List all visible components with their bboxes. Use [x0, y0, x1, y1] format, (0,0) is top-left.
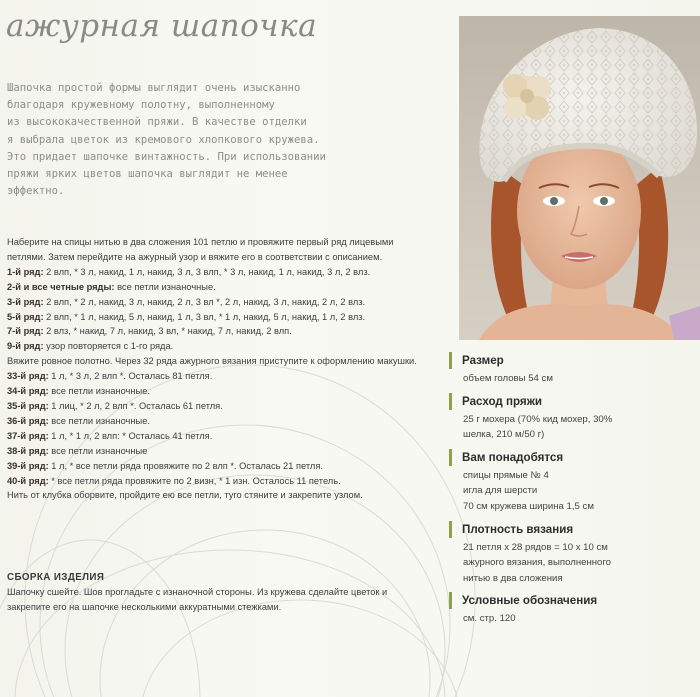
- pattern-row: [7, 459, 427, 474]
- row-label: 38-й ряд:: [7, 445, 49, 456]
- row-label: 36-й ряд:: [7, 415, 49, 426]
- row-text: 2 влп, * 3 л, накид, 1 л, накид, 3 л, 3 влп, * 3 л, накид, 1 л, накид, 3 л, 2 влз.: [43, 266, 371, 277]
- pattern-row: [7, 429, 427, 444]
- pattern-row: [7, 399, 427, 414]
- row-label: 34-й ряд:: [7, 386, 49, 397]
- pattern-row: [7, 339, 427, 354]
- spec-value-line: 70 см кружева ширина 1,5 см: [463, 500, 594, 512]
- row-text: 1 л, * 1 л, 2 влп: * Осталась 41 петля.: [48, 430, 213, 441]
- pattern-row: [7, 310, 427, 325]
- row-label: 37-й ряд:: [7, 430, 49, 441]
- spec-value-line: 25 г мохера (70% кид мохер, 30%: [463, 413, 613, 425]
- spec-value-line: 21 петля х 28 рядов = 10 х 10 см: [463, 541, 608, 553]
- row-label: 33-й ряд:: [7, 371, 49, 382]
- row-text: 2 влз, * накид, 7 л, накид, 3 вл, * накид, 7 л, накид, 2 влп.: [43, 326, 292, 337]
- spec-value: [449, 611, 700, 627]
- assembly-text: Шапочку сшейте. Шов прогладьте с изнаночной стороны. Из кружева сделайте цветок и закрепите его на шапочке несколькими аккуратными стежками.: [7, 587, 388, 612]
- row-text: все петли изнаночные: [48, 445, 148, 456]
- intro-line: я выбрала цветок из кремового хлопкового кружева.: [7, 133, 320, 146]
- row-text: 2 влп, * 2 л, накид, 3 л, накид, 2 л, 3 вл *, 2 л, накид, 3 л, накид, 2 л, 2 влз.: [43, 296, 366, 307]
- row-text: все петли изнаночные.: [48, 415, 150, 426]
- specs-sidebar: [449, 346, 700, 627]
- pattern-row: [7, 474, 427, 489]
- spec-value: [449, 371, 700, 387]
- row-text: Нить от клубка оборвите, пройдите ею все петли, туго стяните и закрепите узлом.: [7, 490, 363, 501]
- pattern-row: [7, 369, 427, 384]
- assembly-section: [7, 570, 427, 615]
- spec-value: [449, 412, 700, 443]
- row-label: 39-й ряд:: [7, 460, 49, 471]
- row-text: Вяжите ровное полотно. Через 32 ряда ажурного вязания приступите к оформлению макушки.: [7, 356, 417, 367]
- row-text: 1 л, * 3 л, 2 влп *. Осталась 81 петля.: [48, 371, 213, 382]
- spec-value-line: см. стр. 120: [463, 613, 516, 625]
- pattern-row: [7, 295, 427, 310]
- spec-heading: Плотность вязания: [449, 521, 700, 538]
- spec-heading: Вам понадобятся: [449, 449, 700, 466]
- row-label: 1-й ряд:: [7, 266, 44, 277]
- intro-line: из высококачественной пряжи. В качестве отделки: [7, 116, 307, 129]
- spec-value-line: объем головы 54 см: [463, 373, 553, 384]
- spec-heading: Размер: [449, 352, 700, 369]
- row-text: узор повторяется с 1-го ряда.: [43, 341, 174, 352]
- spec-value: [449, 468, 700, 515]
- spec-value-line: ажурного вязания, выполненного: [463, 557, 612, 569]
- model-photo: [459, 16, 700, 340]
- intro-line: эффектно.: [7, 185, 65, 198]
- row-label: 3-й ряд:: [7, 296, 44, 307]
- instruction-note: [7, 354, 427, 369]
- row-text: * все петли ряда провяжите по 2 визн, * 1 изн. Осталось 11 петель.: [48, 475, 341, 486]
- pattern-row: [7, 280, 427, 295]
- page-title: ажурная шапочка: [6, 8, 318, 44]
- row-label: 7-й ряд:: [7, 326, 44, 337]
- intro-line: благодаря кружевному полотну, выполненному: [7, 99, 275, 112]
- instruction-note: [7, 488, 427, 503]
- row-text: 2 влп, * 1 л, накид, 5 л, накид, 1 л, 3 вл, * 1 л, накид, 5 л, накид, 1 л, 2 влз.: [43, 311, 366, 322]
- pattern-row: [7, 384, 427, 399]
- intro-line: Это придает шапочке винтажность. При использовании: [7, 150, 326, 163]
- intro-paragraph: [7, 80, 415, 200]
- pattern-row: [7, 414, 427, 429]
- row-text: все петли изнаночные.: [48, 386, 150, 397]
- row-label: 35-й ряд:: [7, 400, 49, 411]
- spec-heading: Условные обозначения: [449, 592, 700, 609]
- row-text: Наберите на спицы нитью в два сложения 101 петлю и провяжите первый ряд лицевыми петлями. Затем перейдите на ажурный узор и вяжите его в соответствии с описанием.: [7, 237, 394, 262]
- instruction-note: [7, 235, 427, 265]
- flower-decoration: [503, 74, 551, 120]
- pattern-row: [7, 444, 427, 459]
- intro-line: пряжи ярких цветов шапочка выглядит не менее: [7, 168, 288, 181]
- spec-value-line: шелка, 210 м/50 г): [463, 429, 545, 441]
- assembly-heading: СБОРКА ИЗДЕЛИЯ: [7, 572, 105, 583]
- row-label: 2-й и все четные ряды:: [7, 281, 115, 292]
- row-text: все петли изнаночные.: [114, 281, 216, 292]
- row-label: 40-й ряд:: [7, 475, 49, 486]
- pattern-row: [7, 324, 427, 339]
- row-text: 1 л, * все петли ряда провяжите по 2 влп *. Осталась 21 петля.: [48, 460, 323, 471]
- row-label: 9-й ряд:: [7, 341, 44, 352]
- spec-value-line: игла для шерсти: [463, 485, 538, 497]
- spec-value-line: нитью в два сложения: [463, 572, 563, 584]
- intro-line: Шапочка простой формы выглядит очень изысканно: [7, 82, 301, 94]
- pattern-row: [7, 265, 427, 280]
- spec-heading: Расход пряжи: [449, 393, 700, 410]
- row-label: 5-й ряд:: [7, 311, 44, 322]
- spec-value-line: спицы прямые № 4: [463, 469, 549, 481]
- row-text: 1 лиц, * 2 л, 2 влп *. Осталась 61 петля.: [48, 400, 223, 411]
- knitting-instructions: [7, 235, 427, 503]
- spec-value: [449, 540, 700, 587]
